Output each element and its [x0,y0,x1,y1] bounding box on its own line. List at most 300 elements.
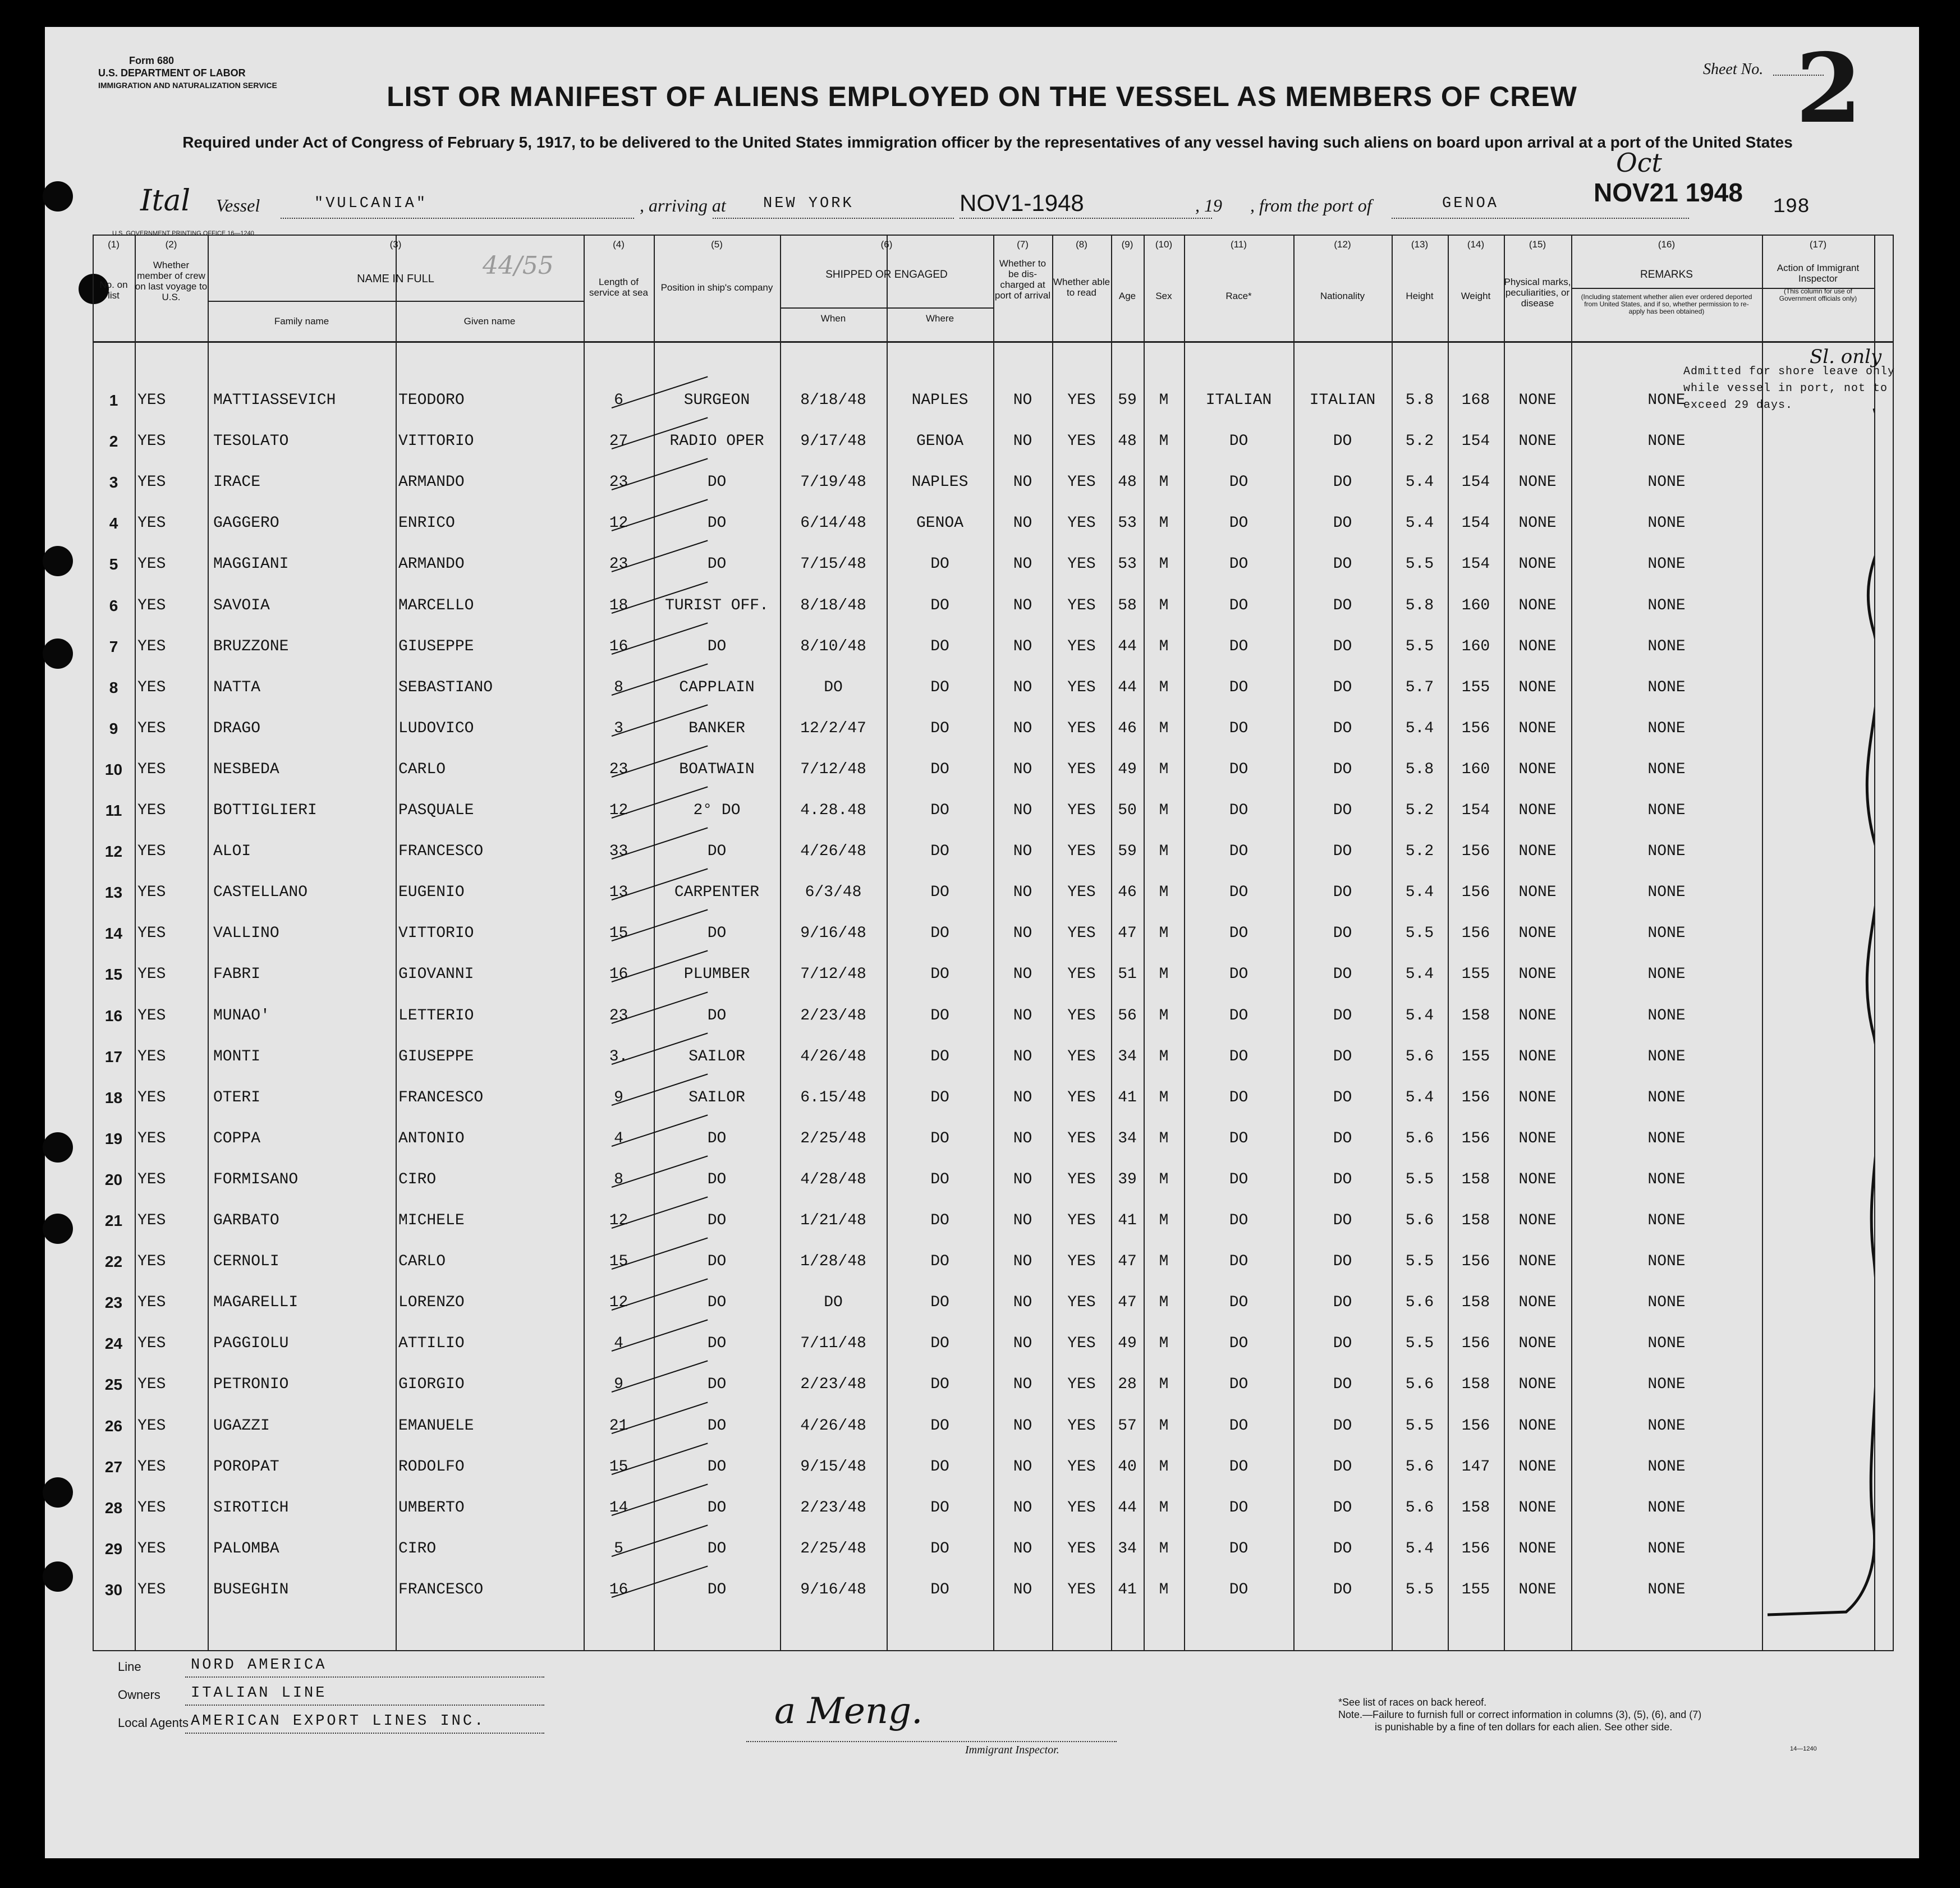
cell-nationality: DO [1333,555,1352,573]
cell-weight: 158 [1461,1294,1490,1312]
cell-discharged: NO [1013,474,1032,491]
cell-race: DO [1229,1170,1248,1188]
cell-when: 2/25/48 [800,1540,866,1558]
cell-service: 5 [614,1540,623,1558]
table-row [45,1037,1919,1078]
cell-no: 22 [104,1253,123,1271]
cell-where: DO [930,802,949,819]
cell-family: FABRI [213,966,261,984]
cell-read: YES [1067,925,1096,943]
cell-position: DO [707,555,727,573]
cell-service: 9 [614,1376,623,1394]
cell-height: 5.2 [1405,802,1434,819]
cell-given: GIORGIO [398,1376,465,1394]
cell-service: 4 [614,1129,623,1147]
cell-remarks: NONE [1647,474,1686,491]
cell-weight: 156 [1461,843,1490,861]
colnum: (16) [1658,239,1676,250]
cell-family: DRAGO [213,719,261,737]
cell-age: 53 [1118,515,1137,532]
cell-when: 4/28/48 [800,1170,866,1188]
table-row [45,627,1919,668]
cell-where: DO [930,925,949,943]
cell-given: GIUSEPPE [398,1048,474,1065]
cell-family: CASTELLANO [213,884,308,902]
cell-remarks: NONE [1647,1376,1686,1394]
cell-nationality: DO [1333,760,1352,778]
cell-service: 21 [609,1417,628,1435]
cell-height: 5.5 [1405,1417,1434,1435]
cell-position: SURGEON [683,392,750,409]
cell-marks: NONE [1518,966,1557,984]
cell-family: OTERI [213,1088,261,1106]
cell-marks: NONE [1518,1581,1557,1598]
cell-marks: NONE [1518,555,1557,573]
cell-read: YES [1067,719,1096,737]
colnum: (10) [1155,239,1173,250]
col-header-weight: Weight [1461,291,1491,301]
cell-position: DO [707,1540,727,1558]
cell-service: 23 [609,1007,628,1025]
cell-height: 5.4 [1405,474,1434,491]
cell-position: DO [707,1294,727,1312]
cell-position: RADIO OPER [669,433,764,451]
cell-nationality: DO [1333,1212,1352,1229]
cell-no: 26 [104,1417,123,1435]
cell-discharged: NO [1013,1212,1032,1229]
cell-age: 48 [1118,433,1137,451]
penalty-note-1: Note.—Failure to furnish full or correct information in columns (3), (5), (6), and (7) [1338,1709,1702,1720]
cell-marks: NONE [1518,596,1557,614]
cell-age: 34 [1118,1540,1137,1558]
cell-service: 16 [609,637,628,655]
cell-age: 47 [1118,1294,1137,1312]
arrival-date-stamp: NOV1-1948 [960,190,1084,216]
cell-when: 7/19/48 [800,474,866,491]
cell-height: 5.5 [1405,1170,1434,1188]
cell-age: 51 [1118,966,1137,984]
cell-member: YES [137,1540,166,1558]
cell-where: DO [930,1581,949,1598]
cell-when: 1/28/48 [800,1253,866,1271]
cell-read: YES [1067,392,1096,409]
table-row [45,421,1919,462]
cell-race: DO [1229,1253,1248,1271]
cell-discharged: NO [1013,596,1032,614]
table-row [45,996,1919,1037]
cell-marks: NONE [1518,1417,1557,1435]
cell-position: DO [707,637,727,655]
col-header-discharged: Whether to be dis-charged at port of arrival [994,258,1051,301]
cell-nationality: DO [1333,515,1352,532]
cell-read: YES [1067,1007,1096,1025]
cell-weight: 158 [1461,1212,1490,1229]
cell-race: DO [1229,760,1248,778]
cell-height: 5.4 [1405,515,1434,532]
col-header-name: NAME IN FULL [357,273,434,285]
cell-marks: NONE [1518,1048,1557,1065]
cell-remarks: NONE [1647,1458,1686,1476]
cell-given: FRANCESCO [398,1088,484,1106]
cell-when: 7/15/48 [800,555,866,573]
cell-age: 46 [1118,884,1137,902]
cell-where: DO [930,637,949,655]
cell-weight: 156 [1461,1129,1490,1147]
cell-when: 9/17/48 [800,433,866,451]
cell-weight: 156 [1461,925,1490,943]
colnum: (2) [165,239,177,250]
cell-read: YES [1067,1499,1096,1517]
cell-where: DO [930,843,949,861]
colnum: (12) [1334,239,1351,250]
cell-discharged: NO [1013,637,1032,655]
cell-family: CERNOLI [213,1253,279,1271]
cell-sex: M [1159,1540,1169,1558]
cell-remarks: NONE [1647,1581,1686,1598]
cell-remarks: NONE [1647,925,1686,943]
table-row [45,1242,1919,1283]
cell-member: YES [137,1376,166,1394]
cell-no: 24 [104,1335,123,1353]
cell-sex: M [1159,966,1169,984]
cell-when: 1/21/48 [800,1212,866,1229]
date-stamp: NOV21 1948 [1594,178,1743,207]
cell-family: UGAZZI [213,1417,270,1435]
cell-given: ANTONIO [398,1129,465,1147]
cell-marks: NONE [1518,474,1557,491]
cell-age: 40 [1118,1458,1137,1476]
cell-position: PLUMBER [683,966,750,984]
cell-discharged: NO [1013,719,1032,737]
cell-no: 30 [104,1581,123,1598]
cell-when: 9/15/48 [800,1458,866,1476]
cell-weight: 168 [1461,392,1490,409]
cell-where: DO [930,596,949,614]
cell-nationality: DO [1333,925,1352,943]
cell-when: 7/11/48 [800,1335,866,1353]
cell-service: 18 [609,596,628,614]
cell-nationality: DO [1333,1499,1352,1517]
cell-height: 5.4 [1405,1088,1434,1106]
cell-when: 6/14/48 [800,515,866,532]
cell-position: CARPENTER [674,884,760,902]
cell-height: 5.4 [1405,966,1434,984]
cell-when: 4/26/48 [800,1417,866,1435]
cell-nationality: DO [1333,678,1352,696]
cell-read: YES [1067,678,1096,696]
cell-position: CAPPLAIN [679,678,755,696]
cell-remarks: NONE [1647,433,1686,451]
cell-where: DO [930,1294,949,1312]
cell-weight: 155 [1461,966,1490,984]
cell-discharged: NO [1013,433,1032,451]
cell-service: 6 [614,392,623,409]
arrival-port: NEW YORK [763,195,854,212]
cell-no: 9 [109,719,118,737]
cell-nationality: DO [1333,1540,1352,1558]
year-label: , 19 [1195,195,1222,215]
cell-race: DO [1229,1129,1248,1147]
cell-position: SAILOR [688,1048,745,1065]
cell-given: PASQUALE [398,802,474,819]
table-row [45,1406,1919,1447]
cell-discharged: NO [1013,555,1032,573]
table-row [45,503,1919,544]
table-row [45,791,1919,832]
cell-race: DO [1229,1499,1248,1517]
cell-height: 5.8 [1405,596,1434,614]
cell-race: DO [1229,1417,1248,1435]
cell-no: 8 [109,678,118,696]
cell-race: DO [1229,1376,1248,1394]
cell-marks: NONE [1518,1253,1557,1271]
cell-discharged: NO [1013,1335,1032,1353]
colnum: (9) [1121,239,1133,250]
cell-age: 57 [1118,1417,1137,1435]
cell-marks: NONE [1518,637,1557,655]
cell-family: MATTIASSEVICH [213,392,336,409]
cell-weight: 154 [1461,555,1490,573]
cell-discharged: NO [1013,1253,1032,1271]
cell-family: MONTI [213,1048,261,1065]
cell-marks: NONE [1518,760,1557,778]
cell-sex: M [1159,1212,1169,1229]
table-row [45,750,1919,791]
remarks-bracket [1762,364,1874,1643]
cell-remarks: NONE [1647,1048,1686,1065]
cell-age: 56 [1118,1007,1137,1025]
cell-when: 2/23/48 [800,1007,866,1025]
cell-given: ATTILIO [398,1335,465,1353]
cell-no: 13 [104,884,123,902]
cell-service: 12 [609,515,628,532]
cell-remarks: NONE [1647,392,1686,409]
cell-discharged: NO [1013,1129,1032,1147]
cell-member: YES [137,596,166,614]
owners-label: Owners [118,1688,160,1702]
table-row [45,544,1919,585]
cell-sex: M [1159,678,1169,696]
cell-member: YES [137,474,166,491]
cell-position: BOATWAIN [679,760,755,778]
cell-where: GENOA [916,433,963,451]
cell-sex: M [1159,1294,1169,1312]
cell-no: 28 [104,1499,123,1517]
cell-no: 1 [109,392,118,409]
cell-race: DO [1229,1581,1248,1598]
cell-race: DO [1229,1088,1248,1106]
cell-family: MUNAO' [213,1007,270,1025]
cell-weight: 156 [1461,1417,1490,1435]
cell-no: 5 [109,555,118,573]
page-subtitle: Required under Act of Congress of February 5, 1917, to be delivered to the United States immigration officer by the representatives of any vessel having such aliens on board upon arrival at a port of the United States [182,134,1793,151]
cell-race: DO [1229,1540,1248,1558]
cell-no: 21 [104,1212,123,1229]
races-note: *See list of races on back hereof. [1338,1697,1487,1708]
colnum: (1) [108,239,120,250]
cell-where: DO [930,719,949,737]
cell-weight: 160 [1461,596,1490,614]
cell-where: DO [930,1253,949,1271]
cell-sex: M [1159,1007,1169,1025]
cell-when: DO [824,1294,843,1312]
cell-race: DO [1229,1335,1248,1353]
cell-position: DO [707,1170,727,1188]
cell-marks: NONE [1518,1007,1557,1025]
cell-position: DO [707,1499,727,1517]
cell-age: 59 [1118,843,1137,861]
cell-age: 48 [1118,474,1137,491]
cell-given: UMBERTO [398,1499,465,1517]
table-row [45,832,1919,872]
cell-family: POROPAT [213,1458,279,1476]
cell-nationality: DO [1333,1007,1352,1025]
cell-sex: M [1159,392,1169,409]
cell-remarks: NONE [1647,678,1686,696]
cell-read: YES [1067,760,1096,778]
cell-race: DO [1229,678,1248,696]
cell-height: 5.8 [1405,392,1434,409]
cell-no: 27 [104,1458,123,1476]
cell-nationality: DO [1333,637,1352,655]
cell-sex: M [1159,884,1169,902]
cell-nationality: DO [1333,1335,1352,1353]
col-header-given-name: Given name [463,316,516,327]
cell-nationality: DO [1333,1129,1352,1147]
cell-when: 7/12/48 [800,760,866,778]
cell-nationality: DO [1333,596,1352,614]
cell-member: YES [137,637,166,655]
col-header-when: When [820,313,846,324]
cell-given: LUDOVICO [398,719,474,737]
cell-when: 4.28.48 [800,802,866,819]
cell-where: DO [930,678,949,696]
cell-member: YES [137,1007,166,1025]
agents-value: AMERICAN EXPORT LINES INC. [191,1713,486,1730]
cell-service: 16 [609,1581,628,1598]
form-number: Form 680 [129,55,175,66]
cell-family: BUSEGHIN [213,1581,289,1598]
cell-no: 6 [109,596,118,614]
cell-where: DO [930,884,949,902]
table-row [45,1119,1919,1160]
cell-where: DO [930,1212,949,1229]
cell-no: 4 [109,515,118,532]
col-header-read: Whether able to read [1053,277,1110,298]
colnum: (4) [613,239,625,250]
cell-member: YES [137,555,166,573]
cell-no: 14 [104,925,123,943]
cell-marks: NONE [1518,719,1557,737]
colnum: (6) [880,239,893,250]
cell-service: 23 [609,760,628,778]
cell-remarks: NONE [1647,1212,1686,1229]
cell-service: 15 [609,1253,628,1271]
line-value: NORD AMERICA [191,1657,327,1674]
cell-age: 58 [1118,596,1137,614]
cell-age: 34 [1118,1048,1137,1065]
cell-discharged: NO [1013,843,1032,861]
arriving-label: , arriving at [640,195,726,215]
cell-read: YES [1067,596,1096,614]
cell-given: LETTERIO [398,1007,474,1025]
penalty-note-2: is punishable by a fine of ten dollars for each alien. See other side. [1375,1721,1673,1733]
cell-nationality: DO [1333,1170,1352,1188]
cell-given: TEODORO [398,392,465,409]
cell-family: NESBEDA [213,760,279,778]
cell-no: 25 [104,1376,123,1394]
cell-nationality: DO [1333,1417,1352,1435]
cell-member: YES [137,719,166,737]
cell-nationality: DO [1333,802,1352,819]
page-ref: 198 [1773,195,1810,218]
col-header-position: Position in ship's company [660,282,773,293]
cell-position: DO [707,1458,727,1476]
cell-position: DO [707,1335,727,1353]
cell-marks: NONE [1518,392,1557,409]
cell-height: 5.6 [1405,1294,1434,1312]
cell-marks: NONE [1518,843,1557,861]
cell-height: 5.7 [1405,678,1434,696]
cell-weight: 156 [1461,719,1490,737]
cell-where: DO [930,555,949,573]
cell-read: YES [1067,966,1096,984]
cell-position: DO [707,1253,727,1271]
cell-weight: 158 [1461,1376,1490,1394]
cell-family: BOTTIGLIERI [213,802,317,819]
cell-service: 23 [609,474,628,491]
cell-height: 5.2 [1405,843,1434,861]
cell-service: 4 [614,1335,623,1353]
cell-discharged: NO [1013,925,1032,943]
cell-marks: NONE [1518,925,1557,943]
cell-sex: M [1159,1499,1169,1517]
col-header-remarks-note: (Including statement whether alien ever ordered deported from United States, and if so, whether permission to re-apply has been obtained) [1581,293,1752,315]
cell-when: 6/3/48 [805,884,862,902]
cell-read: YES [1067,1458,1096,1476]
cell-race: DO [1229,966,1248,984]
cell-member: YES [137,925,166,943]
cell-family: GAGGERO [213,515,279,532]
cell-sex: M [1159,515,1169,532]
cell-service: 16 [609,966,628,984]
cell-no: 10 [104,760,123,778]
cell-remarks: NONE [1647,1335,1686,1353]
cell-where: DO [930,1458,949,1476]
cell-discharged: NO [1013,1048,1032,1065]
vessel-label: Vessel [216,195,260,215]
cell-weight: 156 [1461,1088,1490,1106]
cell-age: 46 [1118,719,1137,737]
cell-weight: 158 [1461,1499,1490,1517]
cell-height: 5.4 [1405,1540,1434,1558]
colnum: (5) [711,239,723,250]
cell-race: DO [1229,555,1248,573]
cell-position: DO [707,1417,727,1435]
cell-given: CARLO [398,1253,446,1271]
cell-nationality: DO [1333,884,1352,902]
cell-position: 2° DO [693,802,741,819]
colnum: (7) [1017,239,1029,250]
cell-given: FRANCESCO [398,1581,484,1598]
cell-sex: M [1159,1048,1169,1065]
cell-where: DO [930,1048,949,1065]
cell-weight: 158 [1461,1170,1490,1188]
cell-discharged: NO [1013,1294,1032,1312]
manifest-sheet [45,27,1919,1858]
cell-when: 4/26/48 [800,1048,866,1065]
cell-when: 7/12/48 [800,966,866,984]
